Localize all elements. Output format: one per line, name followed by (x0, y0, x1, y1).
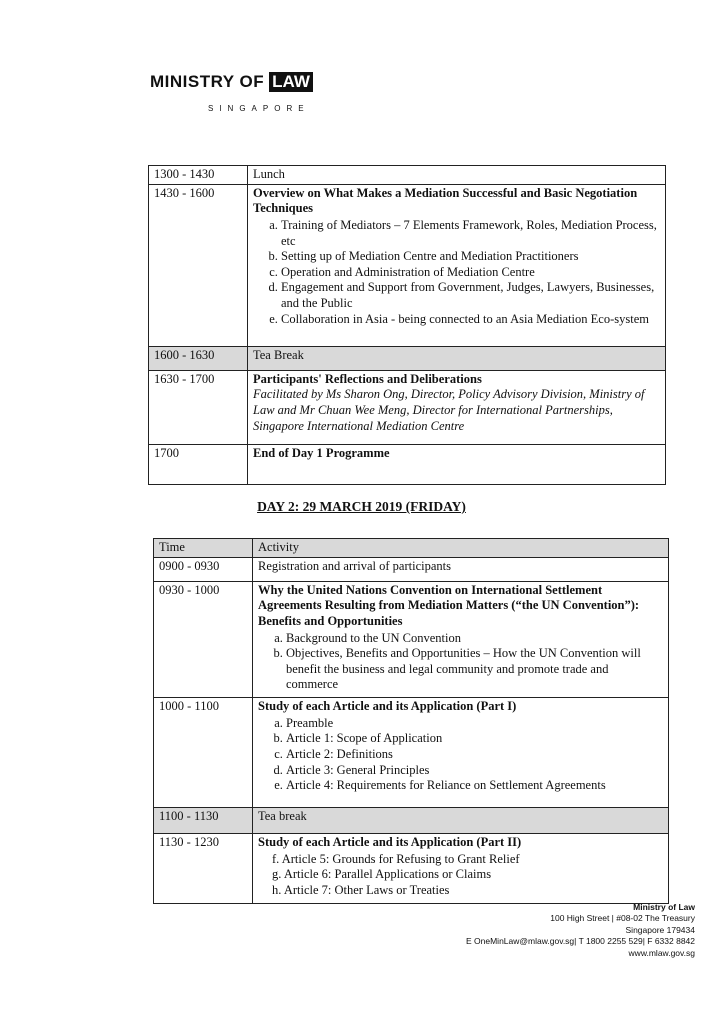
activity-list (258, 716, 663, 794)
activity-cell (248, 370, 666, 444)
time-cell: 0930 - 1000 (154, 581, 253, 697)
time-cell: 1300 - 1430 (149, 166, 248, 185)
time-cell: 1000 - 1100 (154, 698, 253, 808)
list-item: e. Article 4: Requirements for Reliance on Settlement Agreements (286, 778, 663, 794)
time-cell: 1130 - 1230 (154, 834, 253, 904)
table-row (149, 444, 666, 484)
footer-contact: E OneMinLaw@mlaw.gov.sg| T 1800 2255 529| F 6332 8842 (466, 936, 695, 947)
table-row (149, 184, 666, 346)
activity-title: Overview on What Makes a Mediation Successful and Basic Negotiation Techniques (253, 185, 638, 216)
letterhead-footer (466, 902, 695, 959)
activity-cell (253, 581, 669, 697)
list-item: f. Article 5: Grounds for Refusing to Grant Relief (272, 852, 663, 868)
activity-cell (253, 698, 669, 808)
logo-boxed-text: LAW (269, 72, 313, 92)
table-row (154, 581, 669, 697)
time-cell: 1600 - 1630 (149, 346, 248, 370)
activity-title: Why the United Nations Convention on International Settlement Agreements Resulting from Mediation Matters (“the UN Convention”): Benefits and Opportunities (258, 582, 640, 628)
list-item: g. Article 6: Parallel Applications or Claims (272, 867, 663, 883)
list-item: a. Training of Mediators – 7 Elements Framework, Roles, Mediation Process, etc (281, 218, 660, 249)
table-row (149, 346, 666, 370)
list-item: e. Collaboration in Asia - being connected to an Asia Mediation Eco-system (281, 312, 660, 328)
table-row (154, 834, 669, 904)
logo-main-text: MINISTRY OF (150, 72, 265, 91)
list-item: d. Engagement and Support from Government, Judges, Lawyers, Businesses, and the Public (281, 280, 660, 311)
list-item: c. Operation and Administration of Mediation Centre (281, 265, 660, 281)
footer-org-name: Ministry of Law (633, 902, 695, 912)
activity-cell (248, 184, 666, 346)
table-row (154, 808, 669, 834)
time-cell: 1630 - 1700 (149, 370, 248, 444)
day1-schedule-table (148, 165, 666, 485)
footer-address-line2: Singapore 179434 (625, 924, 695, 935)
time-cell: 0900 - 0930 (154, 557, 253, 581)
time-cell: 1700 (149, 444, 248, 484)
footer-website: www.mlaw.gov.sg (628, 947, 695, 958)
activity-title: Study of each Article and its Application (Part II) (258, 835, 522, 849)
list-item: d. Article 3: General Principles (286, 763, 663, 779)
list-item: a. Preamble (286, 716, 663, 732)
footer-address-line1: 100 High Street | #08-02 The Treasury (550, 913, 695, 924)
list-item: c. Article 2: Definitions (286, 747, 663, 763)
activity-cell: Lunch (248, 166, 666, 185)
list-item: a. Background to the UN Convention (286, 631, 663, 647)
activity-cell: End of Day 1 Programme (248, 444, 666, 484)
activity-cell: Tea break (253, 808, 669, 834)
logo-subtitle: SINGAPORE (208, 104, 310, 113)
activity-header: Activity (253, 539, 669, 558)
time-header: Time (154, 539, 253, 558)
list-item: b. Objectives, Benefits and Opportunities – How the UN Convention will benefit the business and legal community and promote trade and commerce (286, 646, 663, 693)
time-cell: 1100 - 1130 (154, 808, 253, 834)
list-item: h. Article 7: Other Laws or Treaties (272, 883, 663, 899)
facilitator-note: Facilitated by Ms Sharon Ong, Director, Policy Advisory Division, Ministry of Law and Mr Chuan Wee Meng, Director for International Partnerships, Singapore International Mediation Centre (253, 387, 645, 433)
day2-heading: DAY 2: 29 MARCH 2019 (FRIDAY) (257, 499, 466, 514)
activity-title: Participants' Reflections and Deliberations (253, 371, 482, 386)
activity-cell: Registration and arrival of participants (253, 557, 669, 581)
table-row (149, 166, 666, 185)
activity-cell: Tea Break (248, 346, 666, 370)
activity-title: Study of each Article and its Application (Part I) (258, 699, 517, 713)
time-cell: 1430 - 1600 (149, 184, 248, 346)
table-header-row (154, 539, 669, 558)
activity-list (253, 218, 660, 327)
list-item: b. Article 1: Scope of Application (286, 731, 663, 747)
table-row (154, 557, 669, 581)
list-item: b. Setting up of Mediation Centre and Mediation Practitioners (281, 249, 660, 265)
table-row (149, 370, 666, 444)
activity-cell (253, 834, 669, 904)
day2-schedule-table (153, 538, 669, 904)
activity-list (258, 852, 663, 899)
activity-list (258, 631, 663, 694)
ministry-logo (150, 72, 313, 113)
table-row (154, 698, 669, 808)
